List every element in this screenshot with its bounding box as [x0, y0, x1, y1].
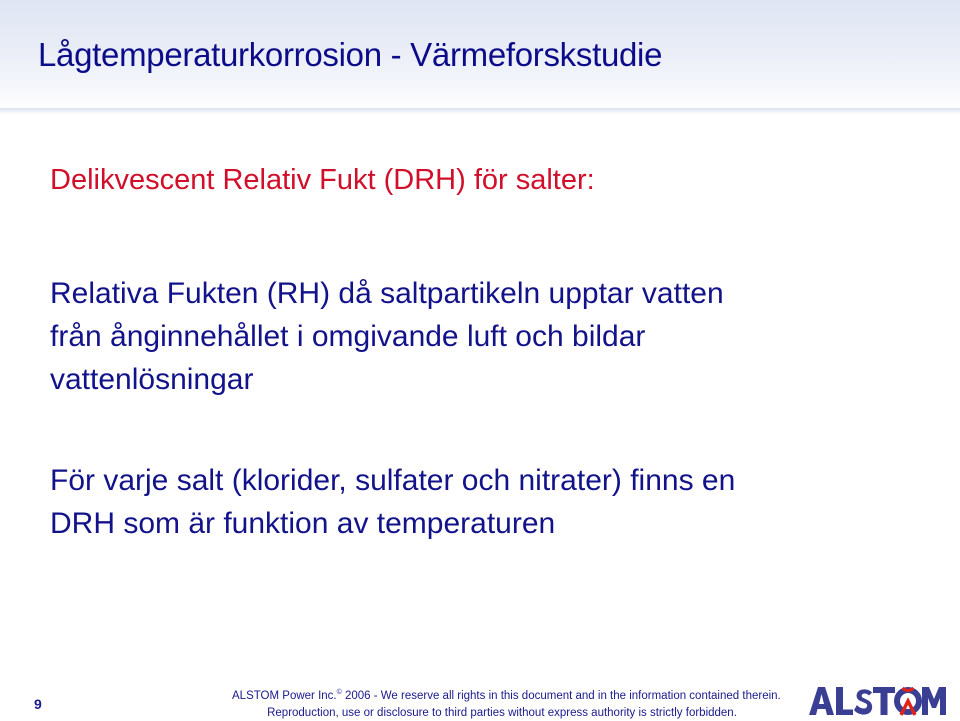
alstom-logo — [807, 684, 947, 718]
footer-company: ALSTOM Power Inc. — [232, 689, 337, 702]
paragraph-line: För varje salt (klorider, sulfater och nitrater) finns en — [50, 464, 736, 497]
footer-copyright — [232, 684, 781, 721]
slide-subtitle: Delikvescent Relativ Fukt (DRH) för salter: — [50, 164, 595, 196]
footer-line-1 — [232, 684, 781, 705]
paragraph-line: DRH som är funktion av temperaturen — [50, 507, 556, 540]
alstom-logo-mark — [807, 684, 947, 718]
paragraph-rh-definition — [50, 272, 930, 401]
copyright-mark: © — [336, 689, 342, 696]
footer-line-2: Reproduction, use or disclosure to third parties without express authority is strictly forbidden. — [267, 706, 737, 719]
footer-rights-text: 2006 - We reserve all rights in this document and in the information contained therein. — [341, 689, 781, 702]
page-number: 9 — [34, 696, 42, 712]
paragraph-line: från ånginnehållet i omgivande luft och bildar — [50, 320, 646, 353]
paragraph-drh-temperature — [50, 459, 930, 545]
title-band-edge — [0, 108, 960, 114]
paragraph-line: vattenlösningar — [50, 363, 254, 396]
paragraph-line: Relativa Fukten (RH) då saltpartikeln upptar vatten — [50, 277, 724, 310]
slide-title: Lågtemperaturkorrosion - Värmeforskstudie — [38, 36, 663, 73]
